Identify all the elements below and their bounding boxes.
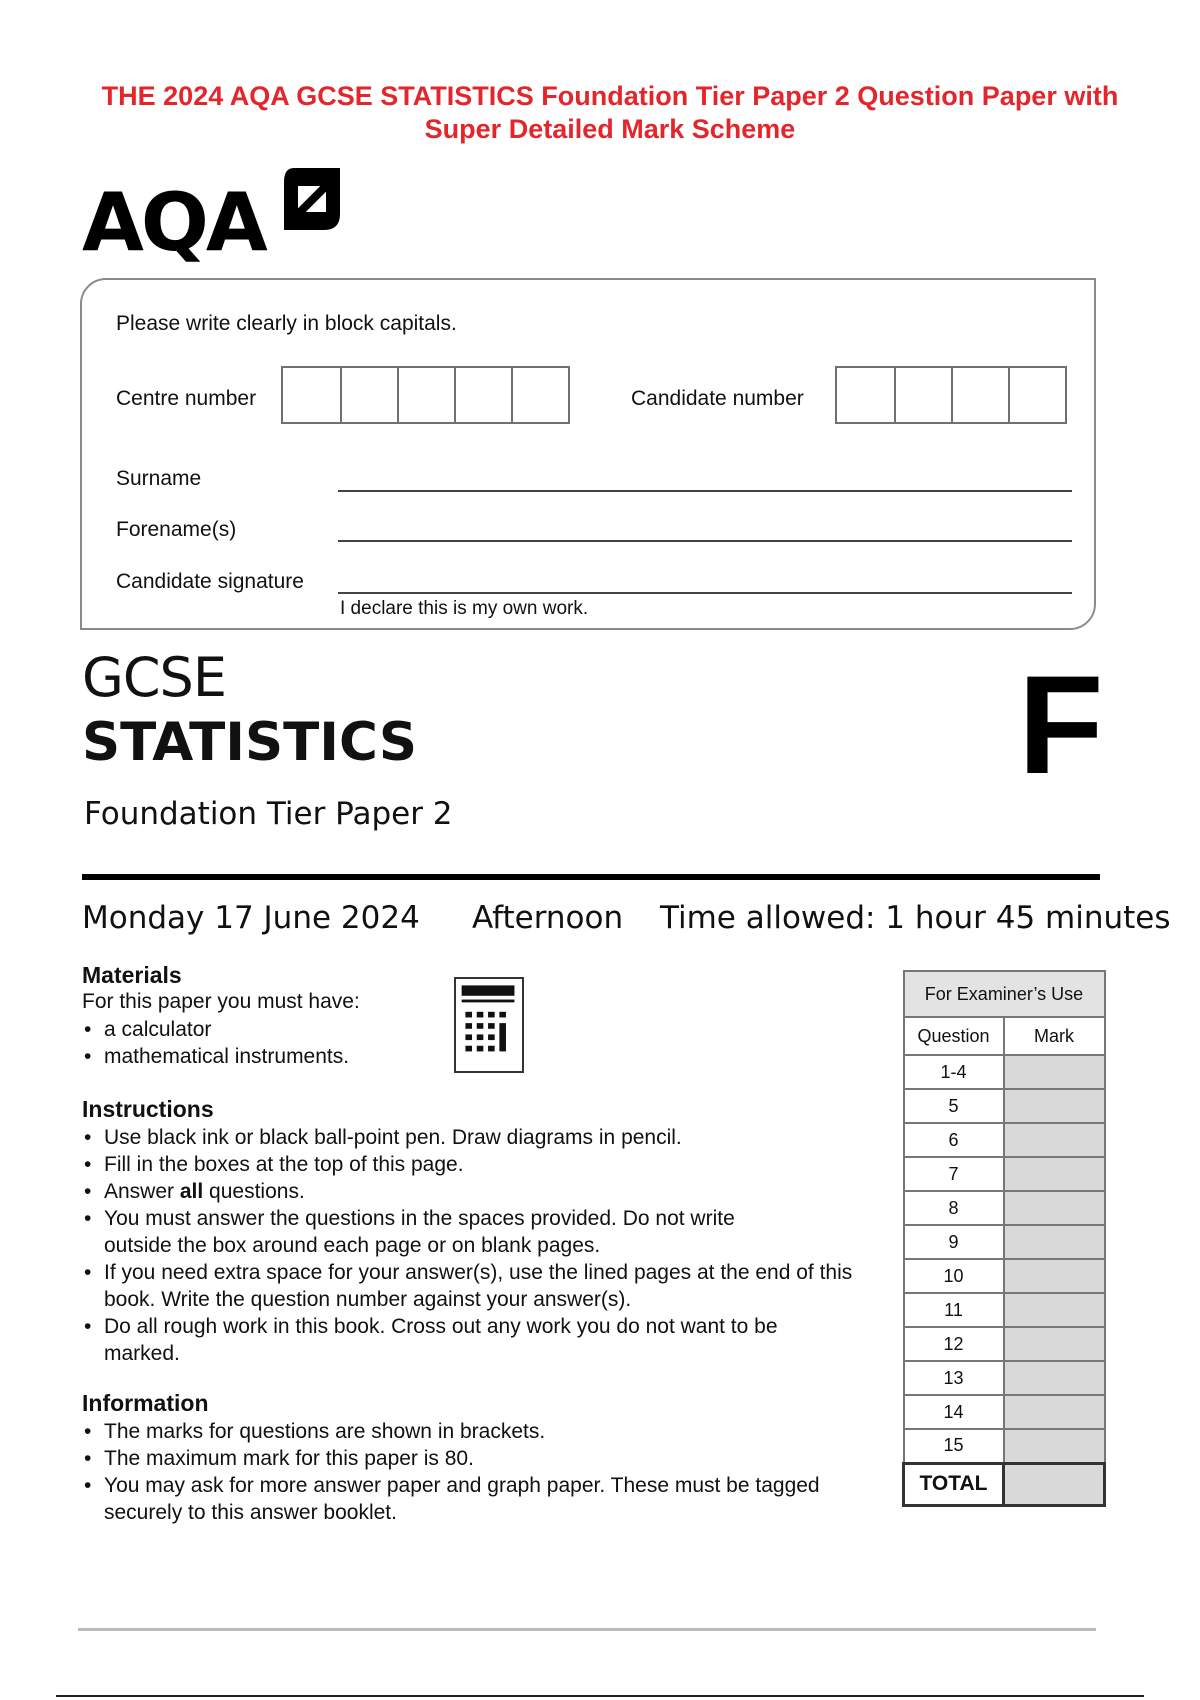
list-item: • Fill in the boxes at the top of this page.	[82, 1151, 862, 1178]
centre-number-cell[interactable]	[511, 368, 568, 422]
table-row	[904, 1157, 1105, 1191]
question-number-cell: 10	[904, 1259, 1004, 1293]
mark-cell	[1004, 1361, 1105, 1395]
declaration-text: I declare this is my own work.	[340, 598, 589, 619]
materials-heading: Materials	[82, 962, 182, 988]
time-allowed: Time allowed: 1 hour 45 minutes	[660, 900, 1171, 936]
answer-all-emphasis: all	[179, 1180, 204, 1203]
candidate-details-box	[80, 278, 1096, 630]
forenames-label: Forename(s)	[116, 518, 237, 541]
calculator-icon	[454, 977, 524, 1073]
question-number-cell: 7	[904, 1157, 1004, 1191]
table-row	[904, 1429, 1105, 1463]
aqa-logo	[82, 168, 352, 269]
total-mark-cell	[1004, 1463, 1105, 1505]
instructions-heading: Instructions	[82, 1096, 214, 1122]
qualification-title: GCSE	[82, 646, 226, 709]
centre-number-cell[interactable]	[340, 368, 397, 422]
candidate-number-cell[interactable]	[1008, 368, 1065, 422]
table-row	[904, 1259, 1105, 1293]
question-number-cell: 13	[904, 1361, 1004, 1395]
tier-letter: F	[1018, 646, 1104, 803]
centre-number-cell[interactable]	[397, 368, 454, 422]
candidate-number-field[interactable]	[835, 366, 1067, 424]
candidate-number-cell[interactable]	[951, 368, 1008, 422]
table-row	[904, 1123, 1105, 1157]
centre-number-label: Centre number	[116, 387, 257, 410]
question-number-cell: 15	[904, 1429, 1004, 1463]
table-row	[904, 1055, 1105, 1089]
mark-cell	[1004, 1055, 1105, 1089]
page-bottom-edge	[56, 1695, 1144, 1697]
question-number-cell: 12	[904, 1327, 1004, 1361]
question-number-cell: 9	[904, 1225, 1004, 1259]
list-item: • mathematical instruments.	[82, 1043, 422, 1070]
mark-cell	[1004, 1225, 1105, 1259]
table-row	[904, 1327, 1105, 1361]
document-banner	[60, 80, 1160, 146]
materials-intro: For this paper you must have:	[82, 990, 360, 1013]
mark-cell	[1004, 1157, 1105, 1191]
list-item	[82, 1178, 862, 1205]
examiner-table-title: For Examiner’s Use	[904, 971, 1105, 1017]
mark-cell	[1004, 1259, 1105, 1293]
centre-number-cell[interactable]	[454, 368, 511, 422]
question-number-cell: 5	[904, 1089, 1004, 1123]
surname-field[interactable]	[338, 490, 1072, 492]
exam-session: Afternoon	[472, 900, 624, 936]
table-row	[904, 1191, 1105, 1225]
centre-number-cell[interactable]	[283, 368, 340, 422]
table-row	[904, 1089, 1105, 1123]
question-column-header: Question	[904, 1017, 1004, 1055]
list-item: • The maximum mark for this paper is 80.	[82, 1445, 822, 1472]
block-capitals-instruction: Please write clearly in block capitals.	[116, 312, 457, 335]
list-item: • You must answer the questions in the spaces provided. Do not write outside the box around each page or on blank pages.	[82, 1205, 782, 1259]
aqa-logo-mark-icon	[284, 168, 340, 230]
mark-cell	[1004, 1429, 1105, 1463]
tier-paper-label: Foundation Tier Paper 2	[84, 796, 453, 832]
candidate-number-label: Candidate number	[631, 387, 804, 410]
forenames-field[interactable]	[338, 540, 1072, 542]
centre-number-field[interactable]	[281, 366, 570, 424]
question-number-cell: 6	[904, 1123, 1004, 1157]
total-row	[904, 1463, 1105, 1505]
instructions-list	[82, 1124, 862, 1367]
list-item: • Use black ink or black ball-point pen. Draw diagrams in pencil.	[82, 1124, 862, 1151]
subject-title: STATISTICS	[82, 712, 418, 773]
information-list	[82, 1418, 822, 1526]
footer-divider	[78, 1628, 1096, 1631]
table-row	[904, 1361, 1105, 1395]
answer-all-prefix: Answer	[104, 1180, 180, 1203]
mark-cell	[1004, 1327, 1105, 1361]
examiner-use-table	[902, 970, 1106, 1507]
mark-cell	[1004, 1089, 1105, 1123]
aqa-logo-text: AQA	[82, 176, 265, 269]
table-row	[904, 1225, 1105, 1259]
question-number-cell: 14	[904, 1395, 1004, 1429]
mark-cell	[1004, 1293, 1105, 1327]
candidate-number-cell[interactable]	[894, 368, 951, 422]
signature-field[interactable]	[338, 592, 1072, 594]
list-item: • If you need extra space for your answer(s), use the lined pages at the end of this book. Write the question number against your answer(s).	[82, 1259, 862, 1313]
table-row	[904, 1395, 1105, 1429]
list-item: • You may ask for more answer paper and graph paper. These must be tagged securely to this answer booklet.	[82, 1472, 822, 1526]
list-item: • Do all rough work in this book. Cross out any work you do not want to be marked.	[82, 1313, 782, 1367]
question-number-cell: 1-4	[904, 1055, 1004, 1089]
banner-line-2: Super Detailed Mark Scheme	[424, 114, 796, 144]
title-divider	[82, 874, 1100, 880]
signature-label: Candidate signature	[116, 570, 304, 593]
surname-label: Surname	[116, 467, 202, 490]
question-number-cell: 11	[904, 1293, 1004, 1327]
list-item: • a calculator	[82, 1016, 422, 1043]
materials-list	[82, 1016, 422, 1070]
mark-cell	[1004, 1123, 1105, 1157]
question-number-cell: 8	[904, 1191, 1004, 1225]
answer-all-suffix: questions.	[203, 1180, 305, 1203]
mark-column-header: Mark	[1004, 1017, 1105, 1055]
mark-cell	[1004, 1395, 1105, 1429]
exam-date: Monday 17 June 2024	[82, 900, 420, 936]
candidate-number-cell[interactable]	[837, 368, 894, 422]
list-item: • The marks for questions are shown in brackets.	[82, 1418, 822, 1445]
total-label: TOTAL	[904, 1463, 1004, 1505]
information-heading: Information	[82, 1390, 209, 1416]
banner-line-1: THE 2024 AQA GCSE STATISTICS Foundation Tier Paper 2 Question Paper with	[101, 81, 1119, 111]
table-row	[904, 1293, 1105, 1327]
mark-cell	[1004, 1191, 1105, 1225]
